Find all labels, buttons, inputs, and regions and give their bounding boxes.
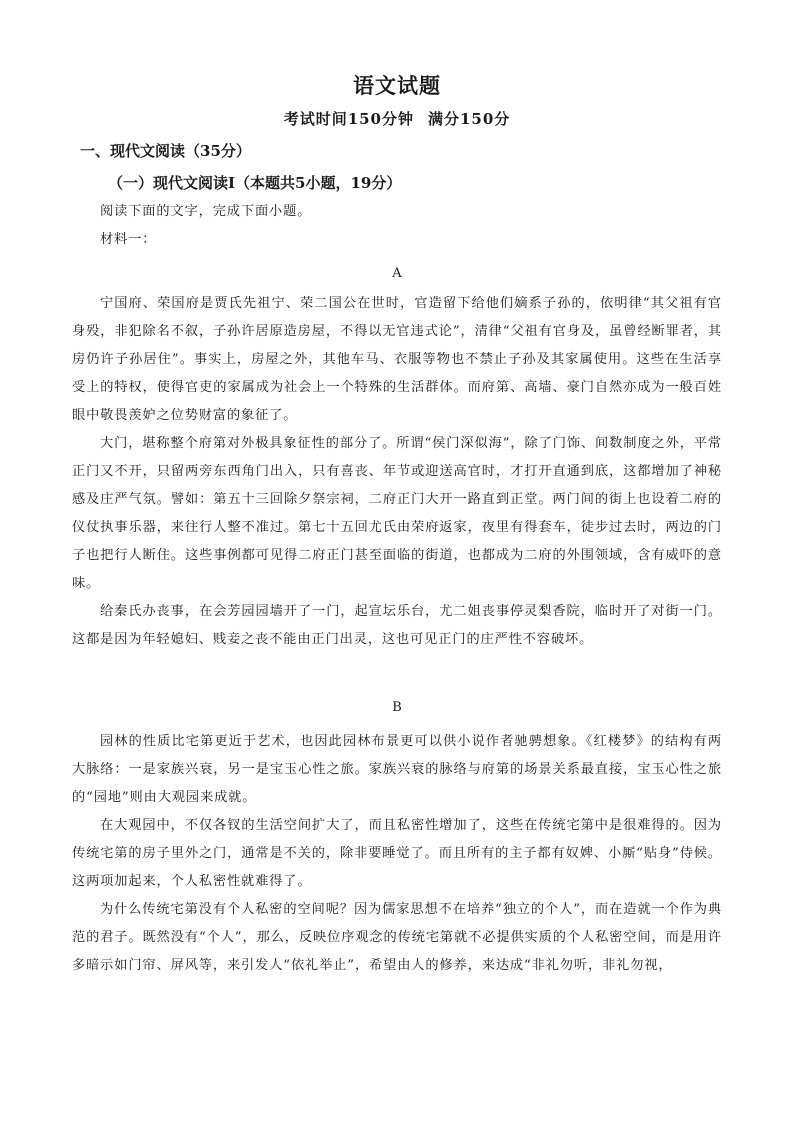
passage-b-paragraph: 园林的性质比宅第更近于艺术，也因此园林布景更可以供小说作者驰骋想象。《红楼梦》的结构有两大脉络：一是家族兴衰，另一是宝玉心性之旅。家族兴衰的脉络与府第的场景关系最直接，宝玉心性之旅的“园地”则由大观园来成就。 xyxy=(72,734,722,805)
section-heading: 一、现代文阅读（35分） xyxy=(80,142,251,160)
passage-b-paragraph: 在大观园中，不仅各钗的生活空间扩大了，而且私密性增加了，这些在传统宅第中是很难得的。因为传统宅第的房子里外之门，通常是不关的，除非要睡觉了。而且所有的主子都有奴婢、小厮“贴身”侍候。这两项加起来，个人私密性就难得了。 xyxy=(72,818,722,889)
passage-b-paragraph: 为什么传统宅第没有个人私密的空间呢？因为儒家思想不在培养“独立的个人”，而在造就一个作为典范的君子。既然没有“个人”，那么，反映位序观念的传统宅第就不必提供实质的个人私密空间，而是用许多暗示如门帘、屏风等，来引发人“依礼举止”，希望由人的修养，来达成“非礼勿听，非礼勿视， xyxy=(72,902,722,973)
instruction-text xyxy=(72,198,722,226)
passage-a-paragraph: 大门，堪称整个府第对外极具象征性的部分了。所谓“侯门深似海”，除了门饰、间数制度之外，平常正门又不开，只留两旁东西角门出入，只有喜丧、年节或迎送高官时，才打开直通到底，这都增加了神秘感及庄严气氛。譬如：第五十三回除夕祭宗祠，二府正门大开一路直到正堂。两门间的街上也设着二府的仪仗执事乐器，来往行人整不准过。第七十五回尤氏由荣府返家，夜里有得套车，徒步过去时，两边的门子也把行人断住。这些事例都可见得二府正门甚至面临的街道，也都成为二府的外围领域，含有威吓的意味。 xyxy=(72,436,722,591)
subsection-heading: （一）现代文阅读Ⅰ（本题共5小题，19分） xyxy=(108,174,402,192)
instruction-line: 阅读下面的文字，完成下面小题。 xyxy=(100,204,312,219)
passage-b-label: B xyxy=(392,700,402,715)
exam-time: 考试时间150分钟 xyxy=(283,110,414,128)
passage-a xyxy=(72,290,722,654)
passage-b xyxy=(72,728,722,980)
exam-title: 语文试题 xyxy=(353,73,441,98)
passage-a-paragraph: 宁国府、荣国府是贾氏先祖宁、荣二国公在世时，官造留下给他们嫡系子孙的，依明律“其父祖有官身殁，非犯除名不叙，子孙许居原造房屋，不得以无官违式论”，清律“父祖有官身及，虽曾经断罪者，其房仍许子孙居住”。事实上，房屋之外，其他车马、衣服等物也不禁止子孙及其家属使用。这些在生活享受上的特权，使得官吏的家属成为社会上一个特殊的生活群体。而府第、高墙、豪门自然亦成为一般百姓眼中敬畏羡妒之位势财富的象征了。 xyxy=(72,296,722,423)
exam-full-score: 满分150分 xyxy=(428,110,511,128)
passage-a-label: A xyxy=(392,266,402,281)
material-label-text: 材料一： xyxy=(100,232,157,247)
passage-a-paragraph: 给秦氏办丧事，在会芳园园墙开了一门，起宣坛乐台，尤二姐丧事停灵梨香院，临时开了对街一门。这都是因为年轻媳妇、贱妾之丧不能由正门出灵，这也可见正门的庄严性不容破坏。 xyxy=(72,604,722,647)
exam-subtitle xyxy=(0,108,794,129)
material-label xyxy=(72,226,722,254)
